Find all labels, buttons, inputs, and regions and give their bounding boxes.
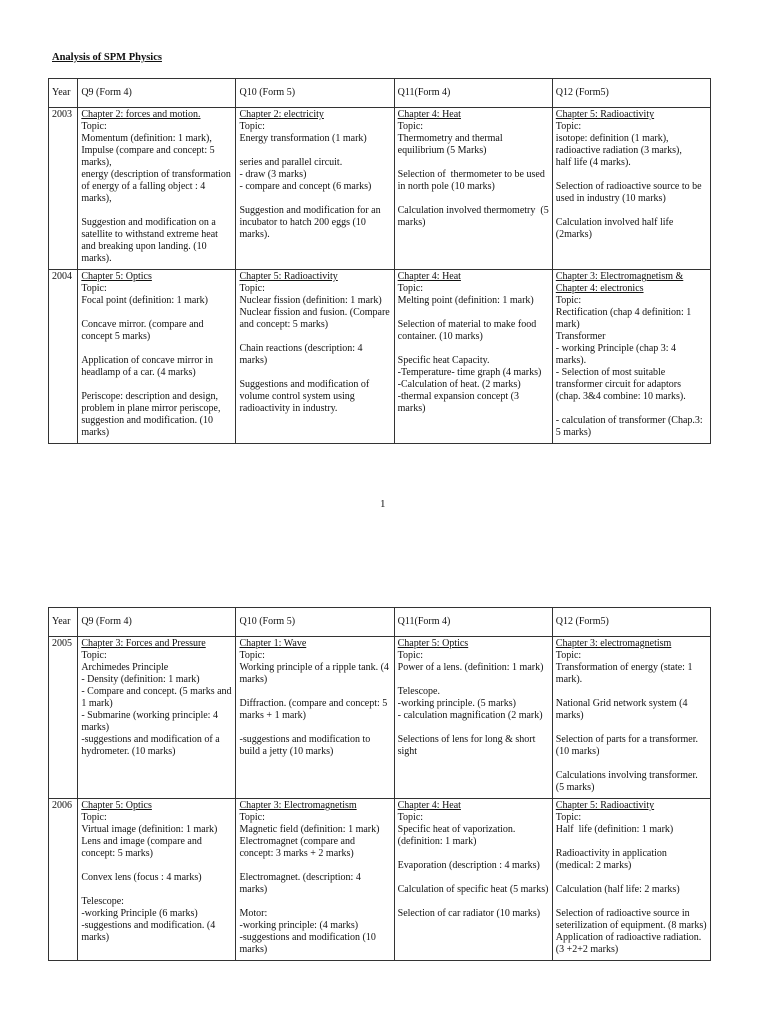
header-q10: Q10 (Form 5) <box>236 79 394 108</box>
topic-line: Application of radioactive radiation. (3 +2+2 marks) <box>555 932 704 955</box>
topic-line: Selection of material to make food container. (10 marks) <box>397 319 539 342</box>
topic-line: Topic: <box>81 121 107 132</box>
header-q11: Q11(Form 4) <box>394 79 552 108</box>
chapter-heading: Chapter 4: Heat <box>397 800 461 811</box>
topic-line: -thermal expansion concept (3 marks) <box>397 391 522 414</box>
chapter-heading: Chapter 3: Forces and Pressure <box>81 638 206 649</box>
topic-line: Topic: <box>555 121 582 132</box>
document-title: Analysis of SPM Physics <box>52 52 162 63</box>
topic-line: Half life (definition: 1 mark) <box>555 824 674 835</box>
question-cell <box>394 799 552 961</box>
topic-line: Selection of parts for a transformer. (10 marks) <box>555 734 703 757</box>
topic-line: radioactive radiation (3 marks), <box>555 145 682 156</box>
chapter-heading: Chapter 4: Heat <box>397 271 461 282</box>
blank-line <box>398 848 549 860</box>
blank-line <box>556 403 707 415</box>
topic-line: Specific heat of vaporization. (definition: 1 mark) <box>397 824 518 847</box>
topic-line: Topic: <box>397 121 424 132</box>
topic-line: Calculation (half life: 2 marks) <box>555 884 680 895</box>
blank-line <box>81 307 232 319</box>
topic-line: Power of a lens. (definition: 1 mark) <box>397 662 544 673</box>
question-cell <box>552 637 710 799</box>
chapter-heading: Chapter 3: Electromagnetism & <box>555 271 684 282</box>
topic-line: Specific heat Capacity. <box>397 355 490 366</box>
topic-line: Energy transformation (1 mark) <box>239 133 367 144</box>
topic-line: Calculation involved thermometry (5 marks) <box>397 205 552 228</box>
topic-line: Virtual image (definition: 1 mark) <box>81 824 218 835</box>
topic-line: Topic: <box>555 295 582 306</box>
analysis-table-1 <box>48 78 711 444</box>
blank-line <box>81 343 232 355</box>
blank-line <box>556 758 707 770</box>
topic-line: -working principle: (4 marks) <box>239 920 359 931</box>
question-cell <box>394 270 552 444</box>
header-year: Year <box>49 608 78 637</box>
blank-line <box>398 193 549 205</box>
topic-line: Rectification (chap 4 definition: 1 mark) <box>555 307 694 330</box>
topic-line: Selection of car radiator (10 marks) <box>397 908 541 919</box>
chapter-heading: Chapter 4: electronics <box>555 283 644 294</box>
question-cell <box>236 108 394 270</box>
topic-line: Magnetic field (definition: 1 mark) <box>239 824 380 835</box>
blank-line <box>239 860 390 872</box>
page-number: 1 <box>380 498 386 510</box>
topic-line: Chain reactions (description: 4 marks) <box>239 343 366 366</box>
chapter-heading: Chapter 3: Electromagnetism <box>239 800 357 811</box>
blank-line <box>398 157 549 169</box>
topic-line: Nuclear fission (definition: 1 mark) <box>239 295 382 306</box>
topic-line: Archimedes Principle <box>81 662 169 673</box>
topic-line: Application of concave mirror in headlamp of a car. (4 marks) <box>81 355 216 378</box>
topic-line: Diffraction. (compare and concept: 5 marks + 1 mark) <box>239 698 390 721</box>
topic-line: - draw (3 marks) <box>239 169 307 180</box>
topic-line: Selection of thermometer to be used in north pole (10 marks) <box>397 169 548 192</box>
topic-line: - working Principle (chap 3: 4 marks). <box>555 343 679 366</box>
topic-line: - Compare and concept. (5 marks and 1 mark) <box>81 686 235 709</box>
topic-line: Momentum (definition: 1 mark), <box>81 133 212 144</box>
topic-line: - Density (definition: 1 mark) <box>81 674 200 685</box>
chapter-heading: Chapter 3: electromagnetism <box>555 638 672 649</box>
topic-line: Topic: <box>81 812 107 823</box>
topic-line: Radioactivity in application (medical: 2 marks) <box>555 848 670 871</box>
question-cell <box>78 799 236 961</box>
topic-line: Telescope: <box>81 896 124 907</box>
topic-line: - calculation magnification (2 mark) <box>397 710 543 721</box>
topic-line: Calculations involving transformer. (5 marks) <box>555 770 701 793</box>
chapter-heading: Chapter 2: forces and motion. <box>81 109 201 120</box>
blank-line <box>81 379 232 391</box>
topic-line: Topic: <box>397 650 424 661</box>
topic-line: Topic: <box>555 650 582 661</box>
topic-line: Suggestions and modification of volume control system using radioactivity in industry. <box>239 379 372 414</box>
topic-line: Topic: <box>555 812 582 823</box>
blank-line <box>239 722 390 734</box>
topic-line: Suggestion and modification on a satellite to withstand extreme heat and breaking upon landing. (10 marks). <box>81 217 221 264</box>
chapter-heading: Chapter 5: Radioactivity <box>555 109 655 120</box>
topic-line: -suggestions and modification (10 marks) <box>239 932 379 955</box>
question-cell <box>78 637 236 799</box>
question-cell <box>552 799 710 961</box>
header-year: Year <box>49 79 78 108</box>
question-cell <box>78 270 236 444</box>
year-cell: 2005 <box>49 637 78 799</box>
table-row <box>49 108 711 270</box>
header-q12: Q12 (Form5) <box>552 608 710 637</box>
blank-line <box>556 169 707 181</box>
question-cell <box>236 799 394 961</box>
topic-line: -suggestions and modification of a hydrometer. (10 marks) <box>81 734 223 757</box>
header-q9: Q9 (Form 4) <box>78 608 236 637</box>
topic-line: National Grid network system (4 marks) <box>555 698 690 721</box>
table-row <box>49 270 711 444</box>
topic-line: -Calculation of heat. (2 marks) <box>397 379 521 390</box>
chapter-heading: Chapter 5: Radioactivity <box>555 800 655 811</box>
chapter-heading: Chapter 1: Wave <box>239 638 307 649</box>
question-cell <box>552 108 710 270</box>
topic-line: Topic: <box>239 283 265 294</box>
topic-line: Telescope. <box>397 686 440 697</box>
blank-line <box>556 722 707 734</box>
topic-line: Thermometry and thermal equilibrium (5 Marks) <box>397 133 506 156</box>
topic-line: series and parallel circuit. <box>239 157 343 168</box>
header-q9: Q9 (Form 4) <box>78 79 236 108</box>
topic-line: -suggestions and modification. (4 marks) <box>81 920 218 943</box>
question-cell <box>394 637 552 799</box>
topic-line: Topic: <box>239 650 265 661</box>
topic-line: Topic: <box>81 650 107 661</box>
blank-line <box>556 836 707 848</box>
topic-line: Electromagnet. (description: 4 marks) <box>239 872 364 895</box>
question-cell <box>78 108 236 270</box>
blank-line <box>398 896 549 908</box>
blank-line <box>556 896 707 908</box>
chapter-heading: Chapter 5: Radioactivity <box>239 271 338 282</box>
header-q12: Q12 (Form5) <box>552 79 710 108</box>
blank-line <box>239 686 390 698</box>
topic-line: half life (4 marks). <box>555 157 631 168</box>
analysis-table-2 <box>48 607 711 961</box>
chapter-heading: Chapter 4: Heat <box>397 109 461 120</box>
topic-line: - compare and concept (6 marks) <box>239 181 372 192</box>
topic-line: isotope: definition (1 mark), <box>555 133 669 144</box>
year-cell: 2004 <box>49 270 78 444</box>
blank-line <box>398 872 549 884</box>
header-q11: Q11(Form 4) <box>394 608 552 637</box>
topic-line: Selections of lens for long & short sight <box>397 734 538 757</box>
topic-line: -working principle. (5 marks) <box>397 698 516 709</box>
table-body <box>49 108 711 444</box>
blank-line <box>239 896 390 908</box>
topic-line: Periscope: description and design, problem in plane mirror periscope, suggestion and modification. (10 marks) <box>81 391 223 438</box>
chapter-heading: Chapter 2: electricity <box>239 109 324 120</box>
question-cell <box>236 270 394 444</box>
year-cell: 2003 <box>49 108 78 270</box>
blank-line <box>239 145 390 157</box>
blank-line <box>81 205 232 217</box>
question-cell <box>552 270 710 444</box>
table-header-row <box>49 79 711 108</box>
chapter-heading: Chapter 5: Optics <box>397 638 469 649</box>
year-cell: 2006 <box>49 799 78 961</box>
topic-line: - Submarine (working principle: 4 marks) <box>81 710 221 733</box>
table-body <box>49 637 711 961</box>
topic-line: Selection of radioactive source in seterilization of equipment. (8 marks) <box>555 908 707 931</box>
topic-line: -suggestions and modification to build a jetty (10 marks) <box>239 734 373 757</box>
blank-line <box>556 205 707 217</box>
topic-line: - Selection of most suitable transformer circuit for adaptors (chap. 3&4 combine: 10 marks). <box>555 367 686 402</box>
topic-line: Topic: <box>81 283 107 294</box>
topic-line: Melting point (definition: 1 mark) <box>397 295 534 306</box>
question-cell <box>236 637 394 799</box>
chapter-heading: Chapter 5: Optics <box>81 800 152 811</box>
topic-line: -working Principle (6 marks) <box>81 908 198 919</box>
topic-line: Topic: <box>397 812 424 823</box>
topic-line: - calculation of transformer (Chap.3: 5 marks) <box>555 415 706 438</box>
topic-line: Suggestion and modification for an incubator to hatch 200 eggs (10 marks). <box>239 205 384 240</box>
topic-line: Electromagnet (compare and concept: 3 marks + 2 marks) <box>239 836 358 859</box>
blank-line <box>81 860 232 872</box>
table-row <box>49 799 711 961</box>
topic-line: Topic: <box>397 283 424 294</box>
topic-line: Lens and image (compare and concept: 5 marks) <box>81 836 205 859</box>
blank-line <box>398 722 549 734</box>
topic-line: Transformer <box>555 331 606 342</box>
topic-line: Topic: <box>239 812 265 823</box>
question-cell <box>394 108 552 270</box>
blank-line <box>239 193 390 205</box>
topic-line: Transformation of energy (state: 1 mark). <box>555 662 695 685</box>
topic-line: Calculation involved half life (2marks) <box>555 217 676 240</box>
table-header-row <box>49 608 711 637</box>
blank-line <box>398 343 549 355</box>
topic-line: Calculation of specific heat (5 marks) <box>397 884 549 895</box>
topic-line: Concave mirror. (compare and concept 5 marks) <box>81 319 207 342</box>
blank-line <box>556 872 707 884</box>
chapter-heading: Chapter 5: Optics <box>81 271 152 282</box>
topic-line: Convex lens (focus : 4 marks) <box>81 872 202 883</box>
topic-line: Topic: <box>239 121 265 132</box>
blank-line <box>239 367 390 379</box>
topic-line: Nuclear fission and fusion. (Compare and concept: 5 marks) <box>239 307 393 330</box>
blank-line <box>81 884 232 896</box>
blank-line <box>398 307 549 319</box>
header-q10: Q10 (Form 5) <box>236 608 394 637</box>
topic-line: Focal point (definition: 1 mark) <box>81 295 208 306</box>
topic-line: -Temperature- time graph (4 marks) <box>397 367 542 378</box>
blank-line <box>398 674 549 686</box>
table-row <box>49 637 711 799</box>
topic-line: energy (description of transformation of energy of a falling object : 4 marks), <box>81 169 234 204</box>
blank-line <box>239 331 390 343</box>
topic-line: Working principle of a ripple tank. (4 marks) <box>239 662 392 685</box>
topic-line: Motor: <box>239 908 268 919</box>
topic-line: Impulse (compare and concept: 5 marks), <box>81 145 218 168</box>
topic-line: Evaporation (description : 4 marks) <box>397 860 540 871</box>
topic-line: Selection of radioactive source to be used in industry (10 marks) <box>555 181 705 204</box>
blank-line <box>556 686 707 698</box>
